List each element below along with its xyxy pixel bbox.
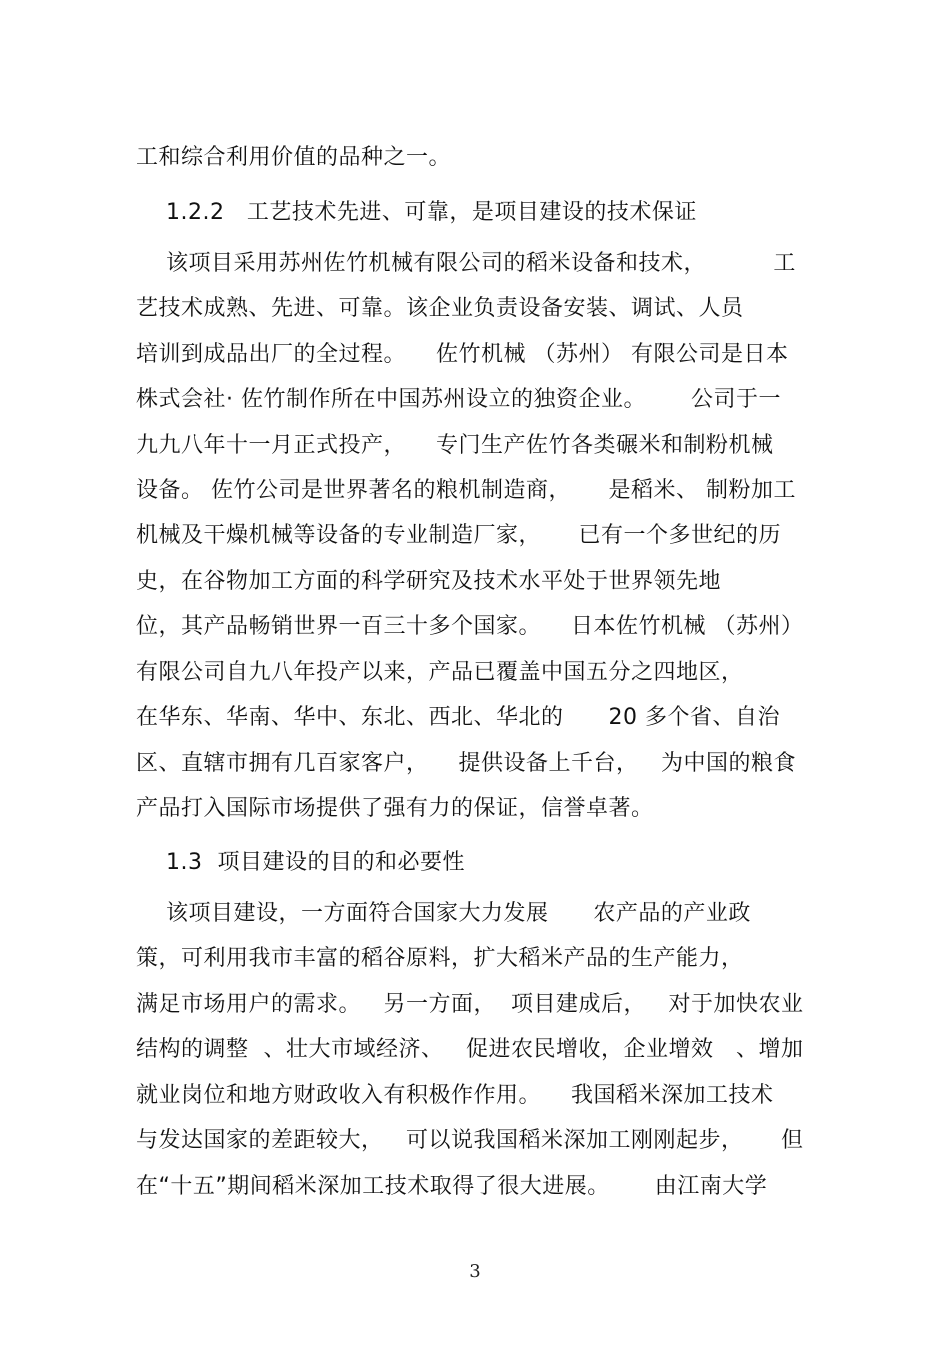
text-line: 该项目采用苏州佐竹机械有限公司的稻米设备和技术， 工 bbox=[136, 251, 796, 276]
text-line: 艺技术成熟、先进、可靠。该企业负责设备安装、调试、人员 bbox=[136, 296, 744, 321]
text-line: 区、直辖市拥有几百家客户， 提供设备上千台， 为中国的粮食 bbox=[136, 751, 796, 776]
page-number: 3 bbox=[469, 1261, 481, 1282]
text-line: 九九八年十一月正式投产， 专门生产佐竹各类碾米和制粉机械 bbox=[136, 433, 774, 458]
text-line: 就业岗位和地方财政收入有积极作作用。 我国稻米深加工技术 bbox=[136, 1083, 774, 1108]
text-line: 培训到成品出厂的全过程。 佐竹机械 （苏州） 有限公司是日本 bbox=[136, 342, 789, 367]
text-line: 满足市场用户的需求。 另一方面， 项目建成后， 对于加快农业 bbox=[136, 992, 804, 1017]
text-line: 史，在谷物加工方面的科学研究及技术水平处于世界领先地 bbox=[136, 569, 722, 594]
text-line: 机械及干燥机械等设备的专业制造厂家， 已有一个多世纪的历 bbox=[136, 523, 781, 548]
section-heading-1-3: 1.3 项目建设的目的和必要性 bbox=[136, 850, 465, 875]
text-line: 产品打入国际市场提供了强有力的保证，信誉卓著。 bbox=[136, 796, 654, 821]
text-line: 设备。 佐竹公司是世界著名的粮机制造商， 是稻米、 制粉加工 bbox=[136, 478, 796, 503]
text-line: 位，其产品畅销世界一百三十多个国家。 日本佐竹机械 （苏州） bbox=[136, 614, 804, 639]
text-line: 该项目建设，一方面符合国家大力发展 农产品的产业政 bbox=[136, 901, 751, 926]
text-line: 株式会社· 佐竹制作所在中国苏州设立的独资企业。 公司于一 bbox=[136, 387, 781, 412]
section-heading-1-2-2: 1.2.2 工艺技术先进、可靠，是项目建设的技术保证 bbox=[136, 200, 697, 225]
text-line: 与发达国家的差距较大， 可以说我国稻米深加工刚刚起步， 但 bbox=[136, 1128, 804, 1153]
text-line: 在华东、华南、华中、东北、西北、华北的 20 多个省、自治 bbox=[136, 705, 780, 730]
text-line: 有限公司自九八年投产以来，产品已覆盖中国五分之四地区， bbox=[136, 660, 744, 685]
text-line: 结构的调整 、壮大市域经济、 促进农民增收，企业增效 、增加 bbox=[136, 1037, 804, 1062]
text-line: 策，可利用我市丰富的稻谷原料，扩大稻米产品的生产能力， bbox=[136, 946, 744, 971]
text-line: 工和综合利用价值的品种之一。 bbox=[136, 145, 452, 170]
text-line: 在“十五”期间稻米深加工技术取得了很大进展。 由江南大学 bbox=[136, 1174, 768, 1199]
